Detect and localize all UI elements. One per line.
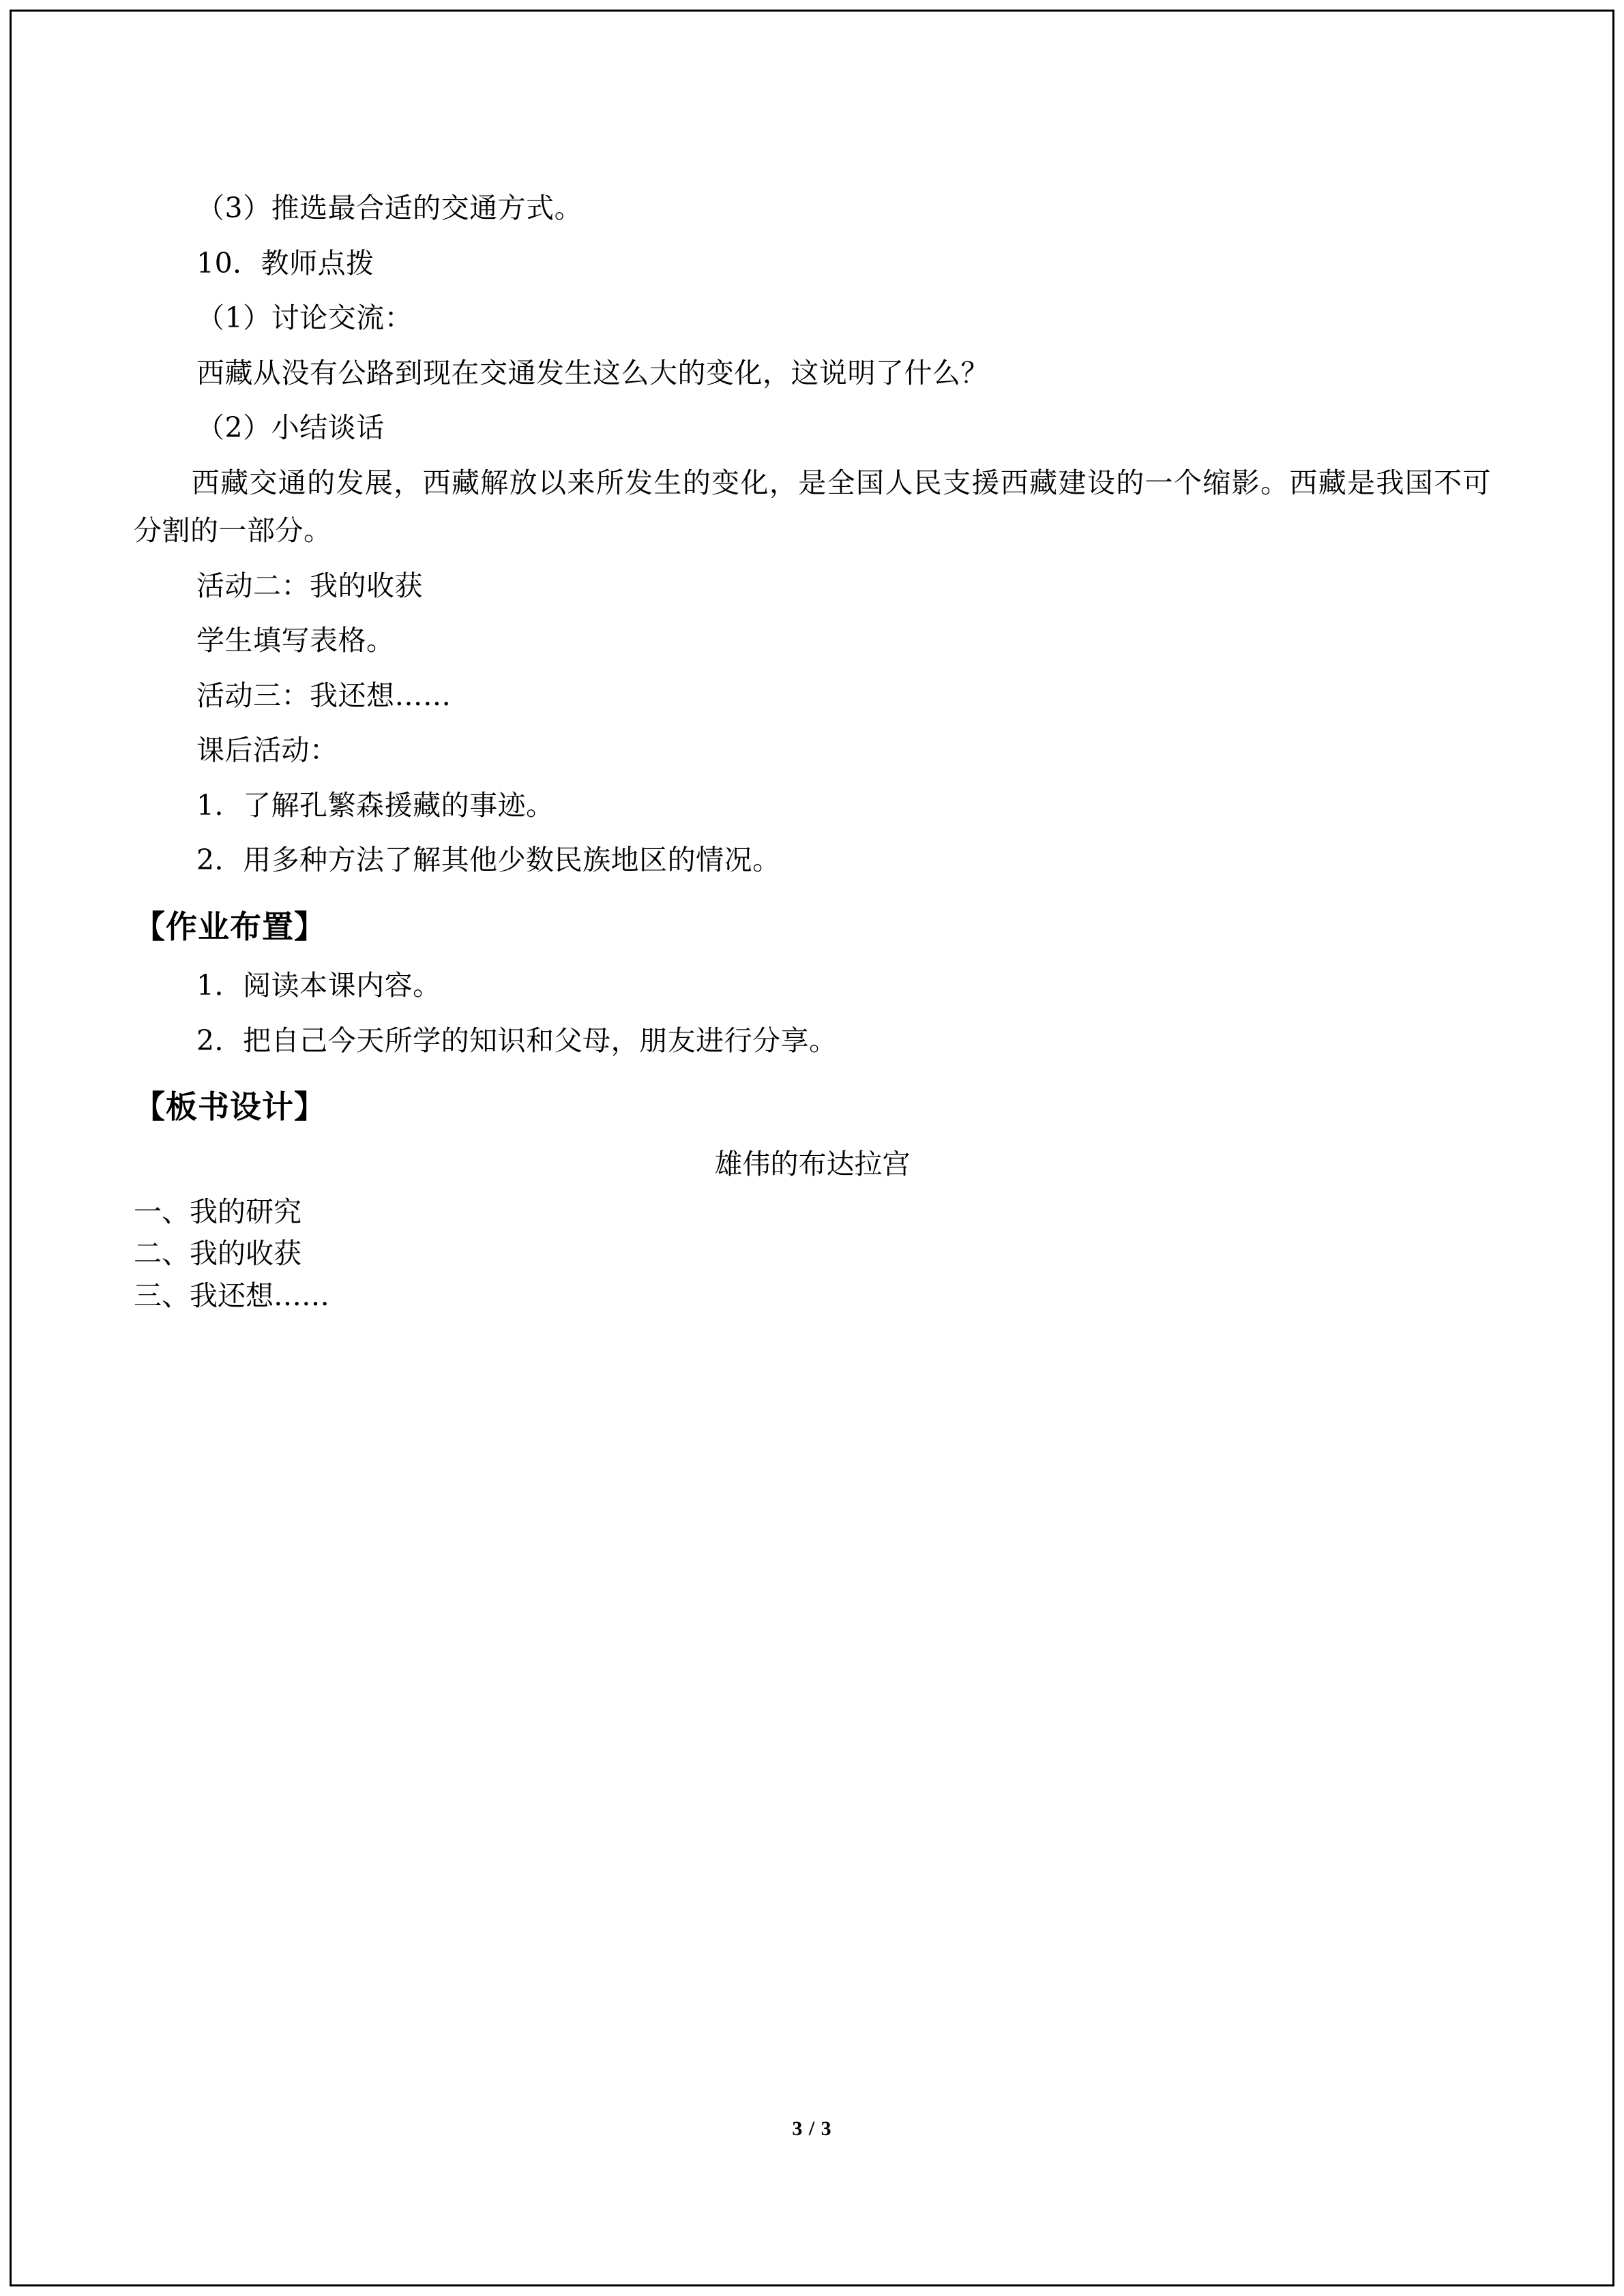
page-number: 3 / 3	[792, 2117, 832, 2140]
paragraph: （2）小结谈话	[196, 411, 385, 445]
paragraph: 10．教师点拨	[196, 246, 374, 280]
paragraph: 活动三：我还想……	[196, 679, 452, 712]
paragraph: 课后活动：	[196, 734, 338, 767]
board-design-item: 二、我的收获	[134, 1237, 301, 1270]
board-design-item: 一、我的研究	[134, 1195, 301, 1228]
paragraph: （3）推选最合适的交通方式。	[196, 192, 583, 224]
paragraph: 学生填写表格。	[196, 624, 395, 657]
page-footer	[0, 2117, 1624, 2141]
paragraph: （1）讨论交流：	[196, 301, 413, 335]
document-body	[134, 184, 1491, 1317]
section-heading-homework: 【作业布置】	[134, 908, 326, 945]
list-item: 1．阅读本课内容。	[196, 969, 441, 1002]
board-design-item: 三、我还想……	[134, 1279, 329, 1312]
paragraph: 西藏从没有公路到现在交通发生这么大的变化，这说明了什么？	[196, 356, 989, 389]
board-design-title: 雄伟的布达拉宫	[714, 1147, 911, 1180]
list-item: 1．了解孔繁森援藏的事迹。	[196, 788, 555, 822]
paragraph: 西藏交通的发展，西藏解放以来所发生的变化，是全国人民支援西藏建设的一个缩影。西藏是我国不可分割的一部分。	[134, 466, 1491, 548]
list-item: 2．用多种方法了解其他少数民族地区的情况。	[196, 844, 781, 877]
list-item: 2．把自己今天所学的知识和父母，朋友进行分享。	[196, 1024, 838, 1057]
paragraph: 活动二：我的收获	[196, 569, 423, 602]
section-heading-board-design: 【板书设计】	[134, 1088, 326, 1126]
